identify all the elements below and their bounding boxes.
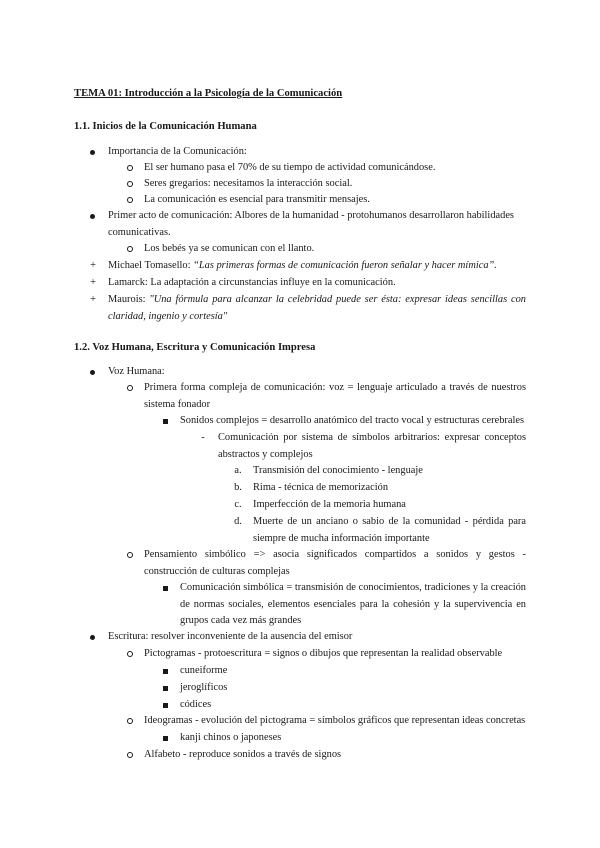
circle-bullet-icon — [124, 713, 134, 730]
plus-bullet-icon: + — [90, 277, 96, 288]
list-letter: b. — [234, 482, 242, 493]
list-item-text: Comunicación por sistema de símbolos arbitrarios: expresar conceptos abstractos y complejos — [218, 432, 526, 460]
list-item — [124, 241, 524, 258]
list-item-text: Voz Humana: — [108, 366, 165, 377]
list-item — [232, 497, 526, 514]
list-item — [124, 192, 524, 209]
circle-bullet-icon — [124, 747, 134, 764]
list-item — [160, 730, 526, 747]
list-item-text: Lamarck: La adaptación a circunstancias influye en la comunicación. — [108, 277, 396, 288]
list-item-text: Comunicación simbólica = transmisión de conocimientos, tradiciones y la creación de normas sociales, elementos esenciales para la cohesión y la supervivencia en grupos cada vez más grandes — [180, 582, 526, 627]
list-item — [160, 663, 526, 680]
list-item-text: Importancia de la Comunicación: — [108, 146, 247, 157]
list-item-text: Muerte de un anciano o sabio de la comunidad - pérdida para siempre de mucha información importante — [253, 516, 526, 544]
list-item — [86, 629, 526, 646]
circle-bullet-icon — [124, 646, 134, 663]
list-item — [232, 514, 526, 548]
quote-text: “Las primeras formas de comunicación fueron señalar y hacer mímica”. — [193, 260, 497, 271]
list-item — [86, 208, 526, 242]
list-item-text: Primer acto de comunicación: Albores de la humanidad - protohumanos desarrollaron habilidades comunicativas. — [108, 210, 514, 238]
quote-text: "Una fórmula para alcanzar la celebridad puede ser ésta: expresar ideas sencillas con claridad, ingenio y cortesía" — [108, 294, 526, 322]
list-item-text: Seres gregarios: necesitamos la interacción social. — [144, 178, 353, 189]
list-item — [124, 380, 526, 414]
author-name: Maurois: — [108, 294, 150, 305]
list-item-text: Ideogramas - evolución del pictograma = símbolos gráficos que representan ideas concretas — [144, 715, 526, 726]
list-item-text: Rima - técnica de memorización — [253, 482, 389, 493]
list-item-text — [108, 258, 497, 275]
list-item-text: El ser humano pasa el 70% de su tiempo de actividad comunicándose. — [144, 162, 436, 173]
list-item — [160, 580, 526, 630]
list-item-text: kanji chinos o japoneses — [180, 732, 282, 743]
circle-bullet-icon — [124, 176, 134, 193]
list-letter: c. — [234, 499, 242, 510]
list-item-text: códices — [180, 699, 212, 710]
list-item — [124, 646, 526, 663]
author-name: Michael Tomasello: — [108, 260, 194, 271]
circle-bullet-icon — [124, 241, 134, 258]
circle-bullet-icon — [124, 380, 134, 397]
list-item-text: cuneiforme — [180, 665, 228, 676]
list-item-text — [108, 292, 526, 325]
list-item — [232, 480, 526, 497]
plus-bullet-icon: + — [90, 294, 96, 305]
list-item — [86, 258, 526, 275]
list-item-text: Transmisión del conocimiento - lenguaje — [253, 465, 423, 476]
list-item-text: La comunicación es esencial para transmitir mensajes. — [144, 194, 370, 205]
list-item — [124, 547, 526, 581]
list-item — [86, 275, 526, 292]
list-item — [160, 680, 526, 697]
list-letter: a. — [234, 465, 242, 476]
list-item — [124, 160, 524, 177]
circle-bullet-icon — [124, 547, 134, 564]
list-item-text: Alfabeto - reproduce sonidos a través de signos — [144, 749, 342, 760]
square-bullet-icon — [160, 697, 170, 714]
list-item — [86, 292, 526, 326]
list-item — [160, 413, 526, 430]
list-item-text: Primera forma compleja de comunicación: voz = lenguaje articulado a través de nuestros sistema fonador — [144, 382, 526, 410]
list-letter: d. — [234, 516, 242, 527]
list-item-text: Los bebés ya se comunican con el llanto. — [144, 243, 315, 254]
list-item — [124, 713, 526, 730]
list-item-text: Escritura: resolver inconveniente de la ausencia del emisor — [108, 631, 353, 642]
plus-bullet-icon: + — [90, 260, 96, 271]
list-item — [86, 364, 526, 381]
list-item — [198, 430, 526, 464]
list-item-text: jeroglíficos — [180, 682, 228, 693]
bullet-icon — [86, 144, 100, 161]
section-heading-1-2: 1.2. Voz Humana, Escritura y Comunicación Impresa — [74, 342, 316, 353]
list-item — [86, 144, 526, 161]
document-title: TEMA 01: Introducción a la Psicología de la Comunicación — [74, 88, 343, 99]
square-bullet-icon — [160, 580, 170, 597]
square-bullet-icon — [160, 680, 170, 697]
list-item-text: Imperfección de la memoria humana — [253, 499, 406, 510]
bullet-icon — [86, 208, 100, 225]
square-bullet-icon — [160, 663, 170, 680]
list-item-text: Pensamiento simbólico => asocia significados compartidos a sonidos y gestos - construcción de culturas complejas — [144, 549, 526, 577]
square-bullet-icon — [160, 413, 170, 430]
list-item — [232, 463, 526, 480]
bullet-icon — [86, 364, 100, 381]
circle-bullet-icon — [124, 160, 134, 177]
bullet-icon — [86, 629, 100, 646]
list-item-text: Pictogramas - protoescritura = signos o dibujos que representan la realidad observable — [144, 648, 503, 659]
list-item-text: Sonidos complejos = desarrollo anatómico del tracto vocal y estructuras cerebrales — [180, 415, 525, 426]
section-heading-1-1: 1.1. Inicios de la Comunicación Humana — [74, 121, 257, 132]
list-item — [124, 747, 526, 764]
list-item — [124, 176, 524, 193]
dash-bullet-icon: - — [201, 432, 205, 443]
circle-bullet-icon — [124, 192, 134, 209]
square-bullet-icon — [160, 730, 170, 747]
list-item — [160, 697, 526, 714]
